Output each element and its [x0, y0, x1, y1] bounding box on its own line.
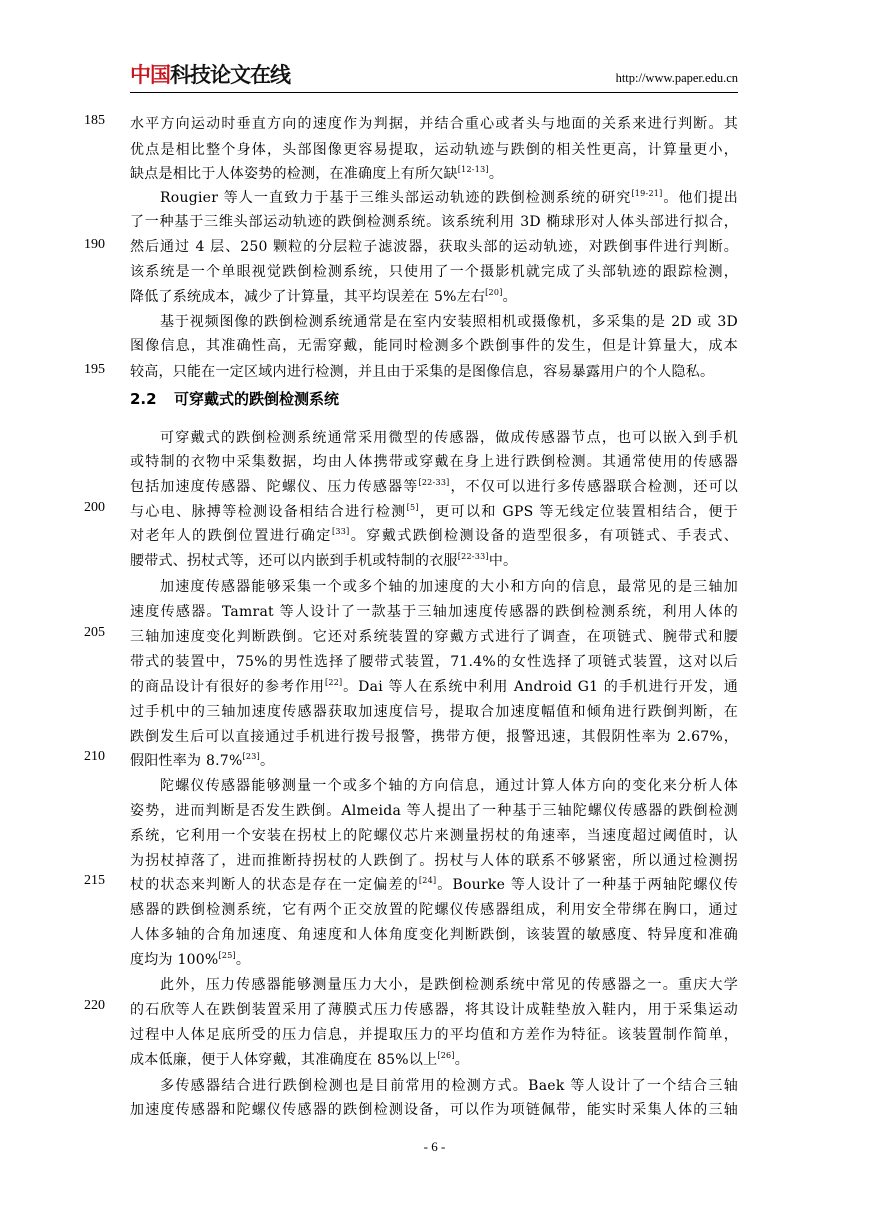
section-heading — [130, 388, 339, 409]
text-span: 该系统是一个单眼视觉跌倒检测系统，只使用了一个摄影机就完成了头部轨迹的跟踪检测， — [130, 264, 738, 280]
text-line — [130, 678, 738, 696]
text-line — [160, 1077, 738, 1095]
text-line — [160, 578, 738, 596]
header-url[interactable]: http://www.paper.edu.cn — [615, 71, 738, 85]
text-line — [130, 703, 738, 721]
text-line — [130, 1101, 738, 1119]
header-rule — [130, 92, 738, 93]
citation-ref[interactable]: [25] — [218, 951, 236, 960]
text-span: 系统，它利用一个安装在拐杖上的陀螺仪芯片来测量拐杖的角速率，当速度超过阈值时，认 — [130, 828, 738, 844]
text-line — [160, 429, 738, 447]
text-span: 优点是相比整个身体，头部图像更容易提取，运动轨迹与跌倒的相关性更高，计算量更小， — [130, 142, 738, 158]
citation-ref[interactable]: [22-33] — [457, 552, 489, 561]
text-span: 姿势，进而判断是否发生跌倒。Almeida 等人提出了一种基于三轴陀螺仪传感器的跌倒检测 — [130, 803, 738, 819]
text-line — [130, 552, 738, 570]
text-span: 了一种基于三维头部运动轨迹的跌倒检测系统。该系统利用 3D 椭球形对人体头部进行拟合， — [130, 214, 738, 230]
text-span: 的石欣等人在跌倒装置采用了薄膜式压力传感器，将其设计成鞋垫放入鞋内，用于采集运动 — [130, 1002, 738, 1018]
text-line — [160, 189, 738, 207]
text-line — [130, 363, 738, 381]
text-span: 跌倒发生后可以直接通过手机进行拨号报警，携带方便，报警迅速，其假阴性率为 2.67%， — [130, 729, 738, 745]
citation-ref[interactable]: [22-33] — [418, 478, 450, 487]
logo-black-text: 科技论文在线 — [170, 63, 290, 87]
citation-ref[interactable]: [22] — [325, 678, 343, 687]
text-span: 。 — [235, 952, 251, 968]
text-line — [130, 926, 738, 944]
text-line — [130, 876, 738, 894]
citation-ref[interactable]: [23] — [242, 752, 260, 761]
section-title: 可穿戴式的跌倒检测系统 — [174, 390, 340, 408]
text-span: 过手机中的三轴加速度传感器获取加速度信号，提取合加速度幅值和倾角进行跌倒判断，在 — [130, 704, 738, 720]
text-span: 陀螺仪传感器能够测量一个或多个轴的方向信息，通过计算人体方向的变化来分析人体 — [160, 778, 738, 794]
line-number: 210 — [84, 749, 105, 764]
text-span: 或特制的衣物中采集数据，均由人体携带或穿戴在身上进行跌倒检测。其通常使用的传感器 — [130, 454, 738, 470]
text-line — [130, 115, 738, 133]
text-span: 成本低廉，便于人体穿戴，其准确度在 85%以上 — [130, 1052, 438, 1068]
text-span: 。 — [502, 289, 517, 305]
section-number: 2.2 — [130, 390, 157, 408]
text-span: 较高，只能在一定区域内进行检测，并且由于采集的是图像信息，容易暴露用户的个人隐私。 — [130, 364, 715, 380]
line-number: 190 — [84, 237, 105, 252]
line-number: 195 — [84, 362, 105, 377]
text-line — [130, 603, 738, 621]
text-span: 带式的装置中，75%的男性选择了腰带式装置，71.4%的女性选择了项链式装置，这对以后 — [130, 654, 738, 670]
line-number: 220 — [84, 998, 105, 1013]
text-span: 杖的状态来判断人的状态是存在一定偏差的 — [130, 877, 419, 893]
text-line — [160, 313, 738, 331]
text-span: 为拐杖掉落了，进而推断持拐杖的人跌倒了。拐杖与人体的联系不够紧密，所以通过检测拐 — [130, 853, 738, 869]
text-span: ，不仅可以进行多传感器联合检测，还可以 — [449, 479, 738, 495]
text-line — [130, 827, 738, 845]
text-span: 。Dai 等人在系统中利用 Android G1 的手机进行开发，通 — [342, 679, 739, 695]
text-span: 降低了系统成本，减少了计算量，其平均误差在 5%左右 — [130, 289, 486, 305]
text-span: 的商品设计有很好的参考作用 — [130, 679, 325, 695]
line-number: 205 — [84, 625, 105, 640]
text-span: 水平方向运动时垂直方向的速度作为判据，并结合重心或者头与地面的关系来进行判断。其 — [130, 116, 738, 132]
text-line — [160, 976, 738, 994]
journal-logo — [130, 62, 290, 88]
text-span: 腰带式、拐杖式等，还可以内嵌到手机或特制的衣服 — [130, 553, 458, 569]
text-line — [160, 777, 738, 795]
text-line — [130, 901, 738, 919]
citation-ref[interactable]: [12-13] — [457, 165, 489, 174]
page-header — [130, 62, 738, 90]
line-number: 215 — [84, 873, 105, 888]
text-line — [130, 263, 738, 281]
text-line — [130, 628, 738, 646]
text-line — [130, 1026, 738, 1044]
text-span: 。穿戴式跌倒检测设备的造型很多，有项链式、手表式、 — [349, 528, 739, 544]
text-span: 。 — [488, 166, 504, 182]
text-line — [130, 141, 738, 159]
citation-ref[interactable]: [5] — [406, 503, 419, 512]
text-span: 速度传感器。Tamrat 等人设计了一款基于三轴加速度传感器的跌倒检测系统，利用人体的 — [130, 604, 738, 620]
text-span: 与心电、脉搏等检测设备相结合进行检测 — [130, 504, 407, 520]
text-line — [130, 1001, 738, 1019]
text-span: 。他们提出 — [662, 190, 739, 206]
citation-ref[interactable]: [26] — [437, 1051, 455, 1060]
citation-ref[interactable]: [19-21] — [631, 189, 663, 198]
text-line — [130, 503, 738, 521]
text-line — [130, 852, 738, 870]
text-span: 。Bourke 等人设计了一种基于两轴陀螺仪传 — [436, 877, 738, 893]
text-line — [130, 802, 738, 820]
text-line — [130, 337, 738, 355]
text-line — [130, 453, 738, 471]
text-span: 。 — [454, 1052, 469, 1068]
text-span: 然后通过 4 层、250 颗粒的分层粒子滤波器，获取头部的运动轨迹，对跌倒事件进行判断。 — [130, 239, 738, 255]
text-span: 包括加速度传感器、陀螺仪、压力传感器等 — [130, 479, 419, 495]
citation-ref[interactable]: [24] — [418, 876, 437, 885]
text-span: 基于视频图像的跌倒检测系统通常是在室内安装照相机或摄像机，多采集的是 2D 或 3D — [160, 314, 738, 330]
line-number: 200 — [84, 500, 105, 515]
text-span: 感器的跌倒检测系统，它有两个正交放置的陀螺仪传感器组成，利用安全带绑在胸口，通过 — [130, 902, 738, 918]
text-line — [130, 752, 738, 770]
text-span: 三轴加速度变化判断跌倒。它还对系统装置的穿戴方式进行了调查，在项链式、腕带式和腰 — [130, 629, 738, 645]
text-line — [130, 951, 738, 969]
text-line — [130, 165, 738, 183]
logo-red-text: 中国 — [130, 63, 170, 87]
text-span: 假阳性率为 8.7% — [130, 753, 243, 769]
text-line — [130, 653, 738, 671]
text-span: ，更可以和 GPS 等无线定位装置相结合，便于 — [418, 504, 739, 520]
text-line — [130, 527, 738, 545]
text-span: 度均为 100% — [130, 952, 219, 968]
text-span: 人体多轴的合角加速度、角速度和人体角度变化判断跌倒，该装置的敏感度、特异度和准确 — [130, 927, 738, 943]
text-line — [130, 288, 738, 306]
text-span: 。 — [259, 753, 275, 769]
text-span: 图像信息，其准确性高，无需穿戴，能同时检测多个跌倒事件的发生，但是计算量大，成本 — [130, 338, 738, 354]
citation-ref[interactable]: [33] — [332, 527, 350, 536]
text-span: Rougier 等人一直致力于基于三维头部运动轨迹的跌倒检测系统的研究 — [160, 190, 632, 206]
text-line — [130, 1051, 738, 1069]
page-number: - 6 - — [423, 1139, 446, 1154]
text-span: 加速度传感器能够采集一个或多个轴的加速度的大小和方向的信息，最常见的是三轴加 — [160, 579, 738, 595]
text-line — [130, 478, 738, 496]
text-line — [130, 238, 738, 256]
text-span: 多传感器结合进行跌倒检测也是目前常用的检测方式。Baek 等人设计了一个结合三轴 — [160, 1078, 738, 1094]
text-span: 对老年人的跌倒位置进行确定 — [130, 528, 333, 544]
text-span: 缺点是相比于人体姿势的检测，在准确度上有所欠缺 — [130, 166, 458, 182]
citation-ref[interactable]: [20] — [485, 288, 503, 297]
text-span: 可穿戴式的跌倒检测系统通常采用微型的传感器，做成传感器节点，也可以嵌入到手机 — [160, 430, 738, 446]
line-number: 185 — [84, 113, 105, 128]
text-span: 中。 — [488, 553, 518, 569]
text-span: 此外，压力传感器能够测量压力大小，是跌倒检测系统中常见的传感器之一。重庆大学 — [160, 977, 738, 993]
text-line — [130, 728, 738, 746]
text-line — [130, 213, 738, 231]
text-span: 过程中人体足底所受的压力信息，并提取压力的平均值和方差作为特征。该装置制作简单， — [130, 1027, 738, 1043]
text-span: 加速度传感器和陀螺仪传感器的跌倒检测设备，可以作为项链佩带，能实时采集人体的三轴 — [130, 1102, 738, 1118]
